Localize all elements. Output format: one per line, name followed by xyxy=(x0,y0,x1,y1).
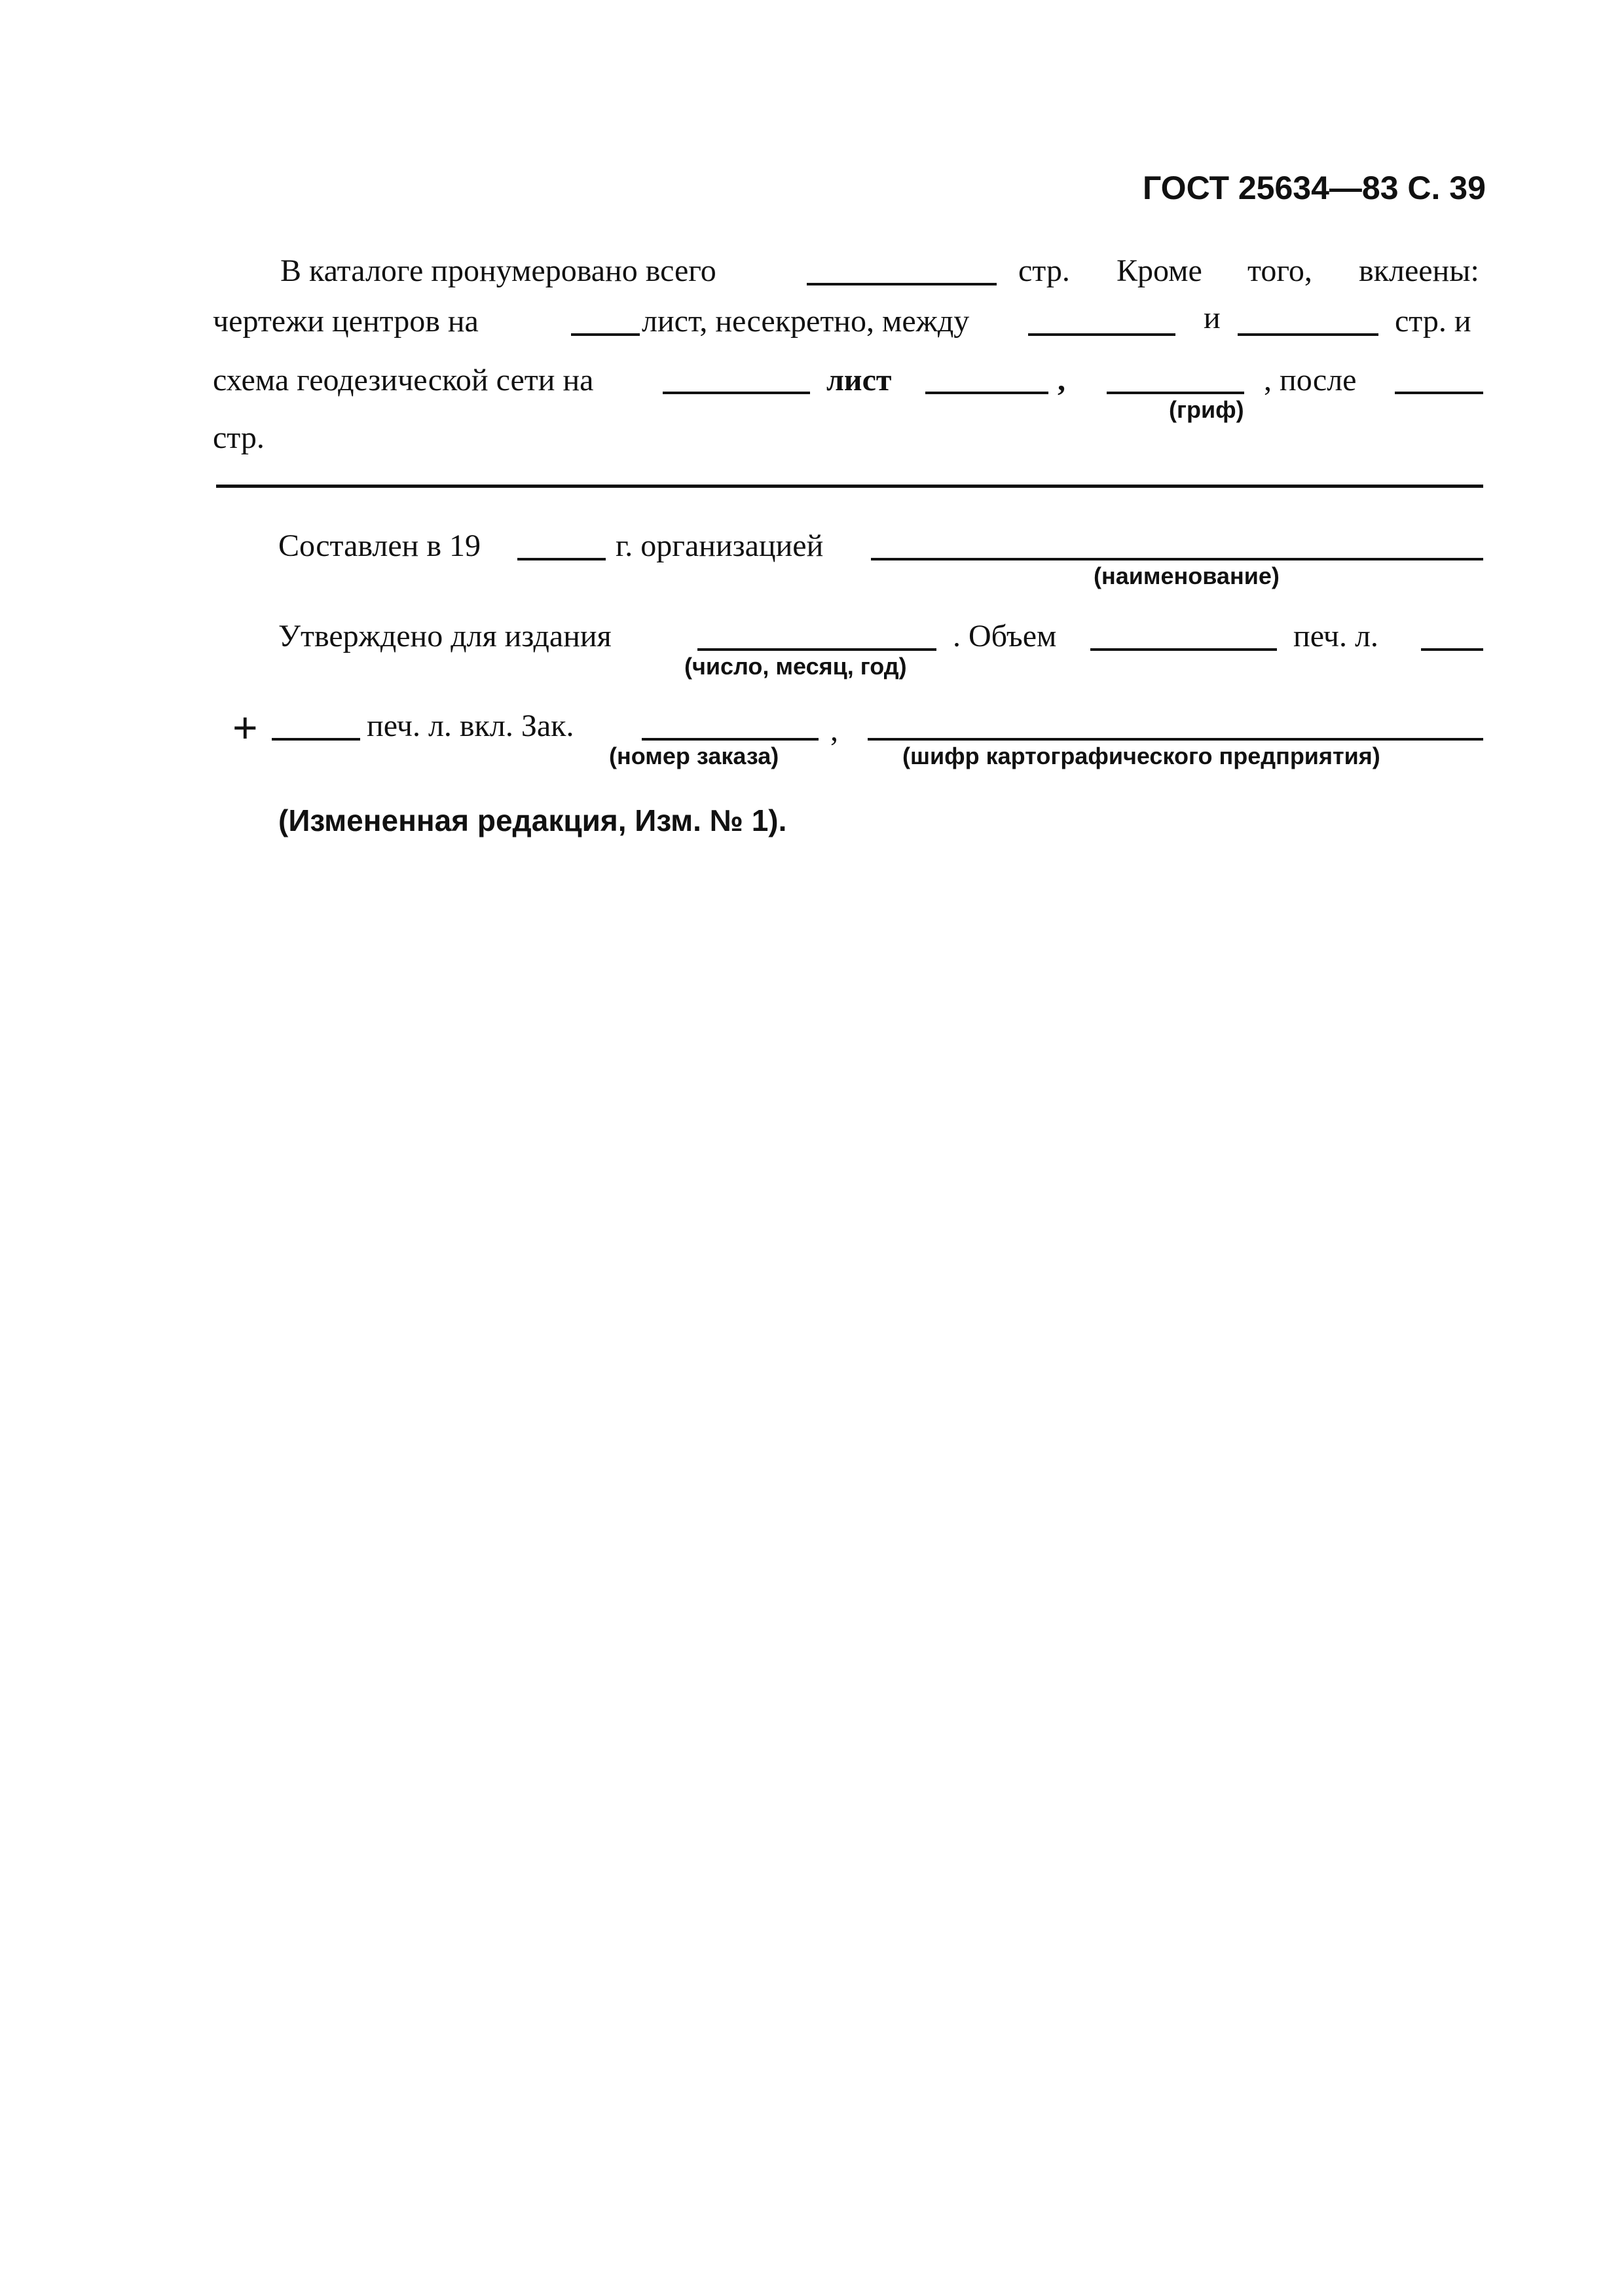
approval-date-field[interactable] xyxy=(697,648,936,651)
plus-sign: + xyxy=(232,703,258,752)
para1-line1-text: В каталоге пронумеровано всего xyxy=(280,253,716,288)
enterprise-cipher-caption: (шифр картографического предприятия) xyxy=(902,743,1380,769)
geodetic-network-number-field[interactable] xyxy=(925,392,1048,394)
para3-line3-comma: , xyxy=(1058,363,1065,397)
para1-line1-word-vkleeny: вклеены: xyxy=(1359,253,1479,288)
approved-label: Утверждено для издания xyxy=(278,619,612,653)
order-label: печ. л. вкл. Зак. xyxy=(367,708,574,743)
after-page-field[interactable] xyxy=(1395,392,1483,394)
para1-line1-pages-label: стр. xyxy=(1018,253,1070,288)
compiled-year-field[interactable] xyxy=(517,558,606,560)
center-drawings-sheets-field[interactable] xyxy=(571,333,640,336)
para1-line1-word-krome: Кроме xyxy=(1116,253,1202,288)
order-separator: , xyxy=(830,713,838,748)
between-page-to-field[interactable] xyxy=(1238,333,1378,336)
order-number-field[interactable] xyxy=(642,738,819,741)
volume-label: . Объем xyxy=(953,619,1057,653)
additional-sheets-field[interactable] xyxy=(272,738,360,741)
volume-field[interactable] xyxy=(1090,648,1277,651)
compiled-label: Составлен в 19 xyxy=(278,528,481,563)
para2-line2-and: и xyxy=(1204,301,1221,335)
order-number-caption: (номер заказа) xyxy=(609,743,779,769)
classification-caption: (гриф) xyxy=(1169,396,1244,423)
para2-line2-pages-label: стр. и xyxy=(1395,304,1471,339)
amendment-note: (Измененная редакция, Изм. № 1). xyxy=(278,803,787,837)
compiled-organization-label: г. организацией xyxy=(616,528,824,563)
printed-sheets-label: печ. л. xyxy=(1293,619,1378,653)
para2-line2-sheet-label: лист, несекретно, между xyxy=(642,304,970,339)
para3-line3-text: схема геодезической сети на xyxy=(213,363,594,397)
total-pages-field[interactable] xyxy=(807,283,997,285)
geodetic-network-sheets-field[interactable] xyxy=(663,392,810,394)
para3-line3-after-label: , после xyxy=(1264,363,1357,397)
between-page-from-field[interactable] xyxy=(1028,333,1175,336)
approval-date-caption: (число, месяц, год) xyxy=(684,653,907,680)
organization-name-field[interactable] xyxy=(871,558,1483,560)
organization-name-caption: (наименование) xyxy=(1094,562,1280,589)
para3-line3-sheet-label: лист xyxy=(826,363,892,397)
page-header: ГОСТ 25634—83 С. 39 xyxy=(1143,170,1486,206)
enterprise-cipher-field[interactable] xyxy=(868,738,1483,741)
para1-line1-word-togo: того, xyxy=(1247,253,1312,288)
classification-field[interactable] xyxy=(1107,392,1244,394)
para4-line4-text: стр. xyxy=(213,420,265,455)
printed-sheets-field[interactable] xyxy=(1421,648,1483,651)
para2-line2-text: чертежи центров на xyxy=(213,304,479,339)
section-divider xyxy=(216,485,1483,488)
